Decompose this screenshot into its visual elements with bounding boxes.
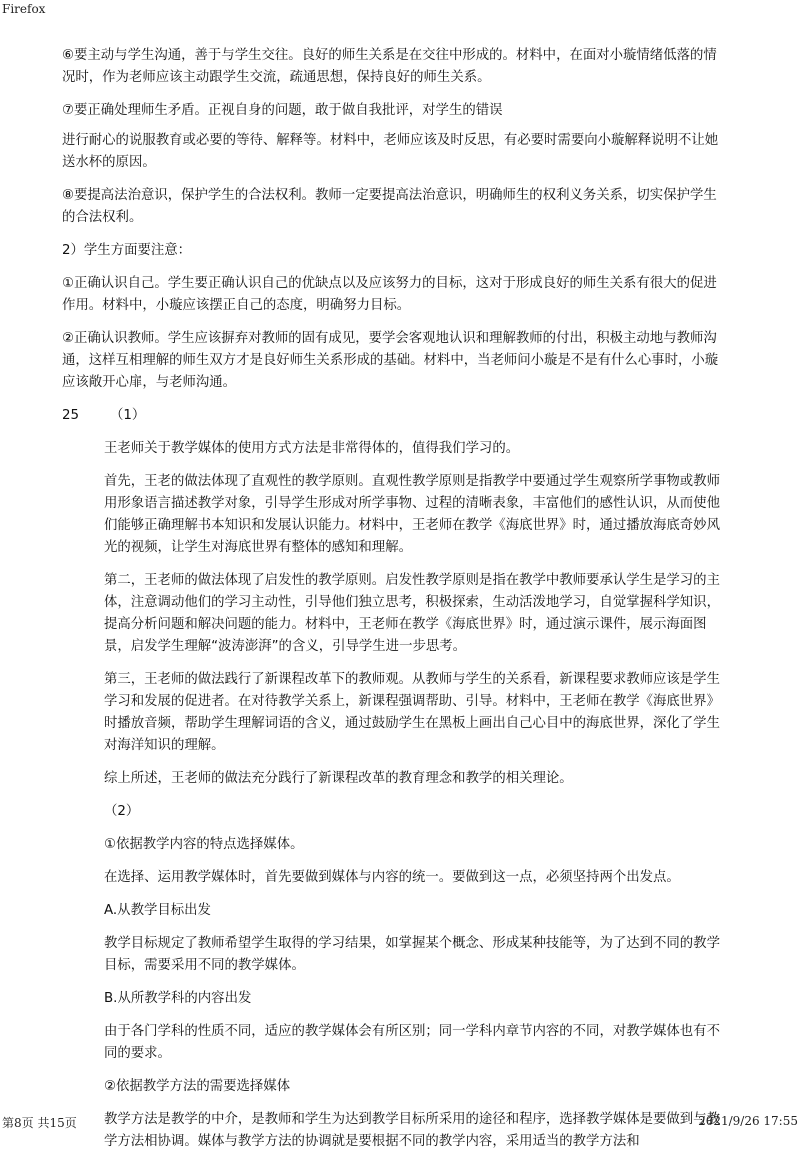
sub-question-label: （2）: [104, 804, 140, 819]
browser-title: Firefox: [2, 2, 46, 16]
paragraph: 教学目标规定了教师希望学生取得的学习结果，如掌握某个概念、形成某种技能等，为了达到不同的教学目标，需要采用不同的教学媒体。: [104, 936, 720, 973]
paragraph: 王老师关于教学媒体的使用方式方法是非常得体的，值得我们学习的。: [104, 441, 520, 456]
document-body: [62, 45, 722, 1164]
page-indicator: 第8页 共15页: [2, 1116, 77, 1130]
paragraph: ⑥要主动与学生沟通，善于与学生交往。良好的师生关系是在交往中形成的。材料中，在面对小璇情绪低落的情况时，作为老师应该主动跟学生交流，疏通思想，保持良好的师生关系。: [62, 48, 717, 85]
paragraph: ②依据教学方法的需要选择媒体: [104, 1079, 291, 1094]
paragraph: 第三，王老师的做法践行了新课程改革下的教师观。从教师与学生的关系看，新课程要求教师应该是学生学习和发展的促进者。在对待教学关系上，新课程强调帮助、引导。材料中，王老师在教学《海底世界》时播放音频，帮助学生理解词语的含义，通过鼓励学生在黑板上画出自己心目中的海底世界，深化了学生对海洋知识的理解。: [104, 672, 720, 753]
paragraph: B.从所教学科的内容出发: [104, 991, 252, 1006]
paragraph: 教学方法是教学的中介，是教师和学生为达到教学目标所采用的途径和程序，选择教学媒体是要做到与教学方法相协调。媒体与教学方法的协调就是要根据不同的教学内容，采用适当的教学方法和: [104, 1112, 720, 1149]
paragraph: 进行耐心的说服教育或必要的等待、解释等。材料中，老师应该及时反思，有必要时需要向小璇解释说明不让她送水杯的原因。: [62, 133, 719, 170]
question-sub-label: （1）: [110, 408, 146, 423]
paragraph: ②正确认识教师。学生应该摒弃对教师的固有成见，要学会客观地认识和理解教师的付出，积极主动地与教师沟通，这样互相理解的师生双方才是良好师生关系形成的基础。材料中，当老师问小璇是不是有什么心事时，小璇应该敞开心扉，与老师沟通。: [62, 331, 719, 390]
paragraph: 第二，王老师的做法体现了启发性的教学原则。启发性教学原则是指在教学中教师要承认学生是学习的主体，注意调动他们的学习主动性，引导他们独立思考，积极探索，生动活泼地学习，自觉掌握科学知识，提高分析问题和解决问题的能力。材料中，王老师在教学《海底世界》时，通过演示课件，展示海面图景，启发学生理解“波涛澎湃”的含义，引导学生进一步思考。: [104, 573, 720, 654]
paragraph: 首先，王老的做法体现了直观性的教学原则。直观性教学原则是指教学中要通过学生观察所学事物或教师用形象语言描述教学对象，引导学生形成对所学事物、过程的清晰表象，丰富他们的感性认识，从而使他们能够正确理解书本知识和发展认识能力。材料中，王老师在教学《海底世界》时，通过播放海底奇妙风光的视频，让学生对海底世界有整体的感知和理解。: [104, 474, 720, 555]
paragraph: 综上所述，王老师的做法充分践行了新课程改革的教育理念和教学的相关理论。: [104, 771, 573, 786]
paragraph: ⑧要提高法治意识，保护学生的合法权利。教师一定要提高法治意识，明确师生的权利义务关系，切实保护学生的合法权利。: [62, 188, 717, 225]
print-datetime: 2021/9/26 17:55: [698, 1114, 798, 1128]
paragraph: ①正确认识自己。学生要正确认识自己的优缺点以及应该努力的目标，这对于形成良好的师生关系有很大的促进作用。材料中，小璇应该摆正自己的态度，明确努力目标。: [62, 276, 717, 313]
paragraph: ⑦要正确处理师生矛盾。正视自身的问题，敢于做自我批评，对学生的错误: [62, 103, 503, 118]
question-number: 25: [62, 408, 80, 423]
paragraph: 由于各门学科的性质不同，适应的教学媒体会有所区别；同一学科内章节内容的不同，对教学媒体也有不同的要求。: [104, 1024, 720, 1061]
paragraph: ①依据教学内容的特点选择媒体。: [104, 837, 304, 852]
answer-block: [62, 438, 722, 1153]
paragraph: 在选择、运用教学媒体时，首先要做到媒体与内容的统一。要做到这一点，必须坚持两个出发点。: [104, 870, 680, 885]
paragraph: A.从教学目标出发: [104, 903, 211, 918]
question-header: [62, 405, 722, 427]
section-heading: 2）学生方面要注意：: [62, 243, 192, 258]
